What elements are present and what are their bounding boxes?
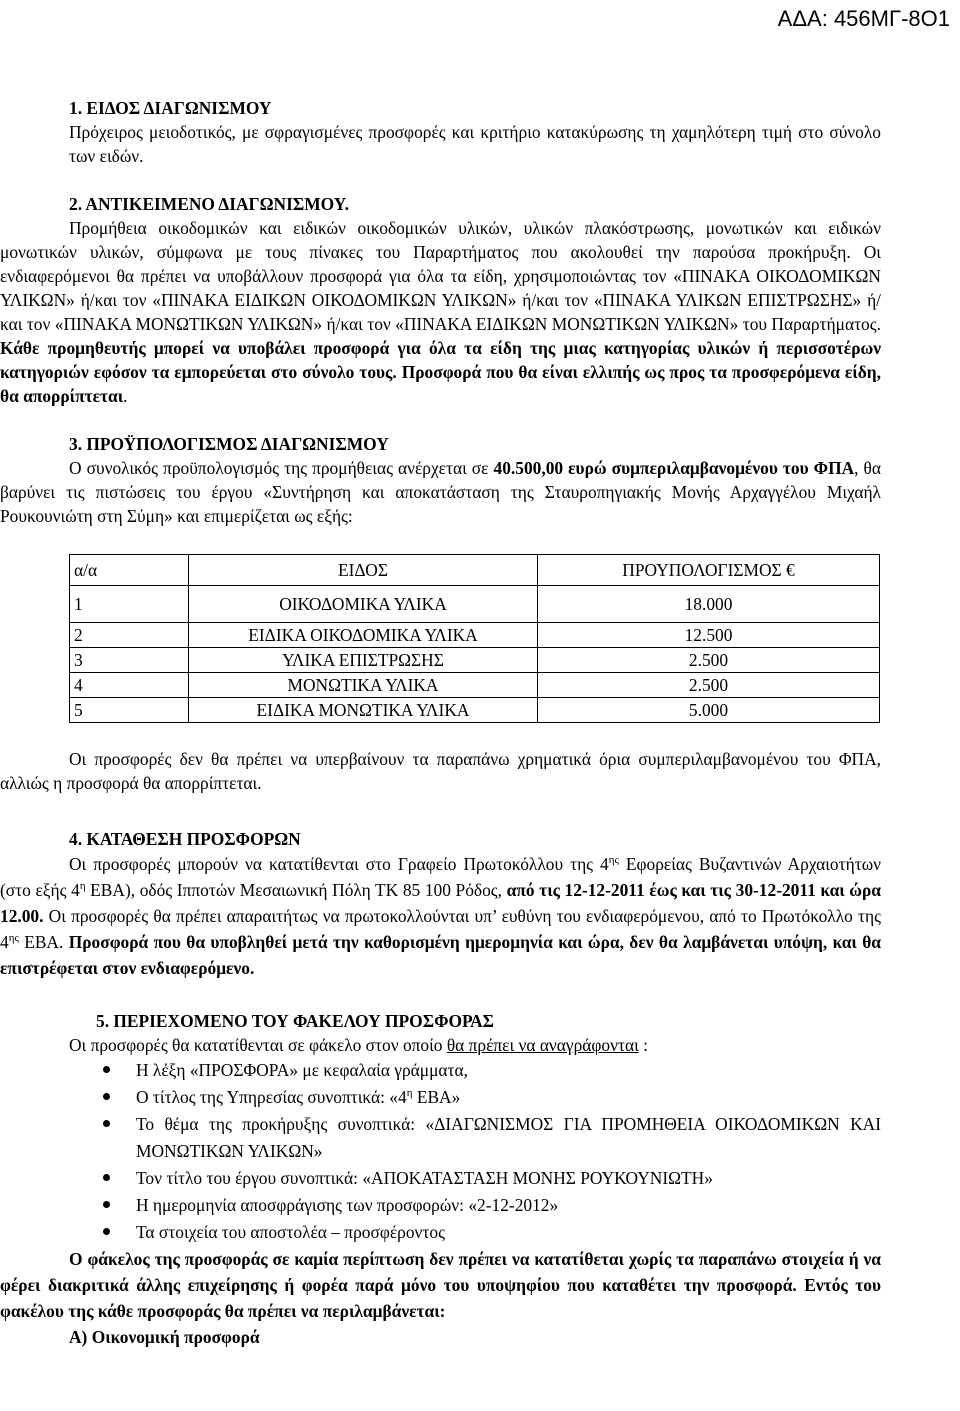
col-header-budget: ΠΡΟΥΠΟΛΟΓΙΣΜΟΣ € (538, 555, 880, 586)
section-1-title: 1. ΕΙΔΟΣ ΔΙΑΓΩΝΙΣΜΟΥ (69, 98, 272, 118)
s2-text-a: Προμήθεια οικοδομικών και ειδικών οικοδομικών υλικών, υλικών πλακόστρωσης, μονωτικών και ειδικών μονωτικών υλικών, σύμφωνα με τους πίνακες του Παραρτήματος που ακολουθεί την παρούσα προκήρυξη. (0, 218, 881, 262)
section-2-title: 2. ΑΝΤΙΚΕΙΜΕΝΟ ΔΙΑΓΩΝΙΣΜΟΥ. (69, 194, 350, 214)
table-row (70, 623, 880, 648)
table-row (70, 673, 880, 698)
ada-code: ΑΔΑ: 456ΜΓ-8Ο1 (777, 6, 950, 31)
list-item (0, 1165, 881, 1192)
cell-eidos: ΜΟΝΩΤΙΚΑ ΥΛΙΚΑ (189, 673, 538, 698)
s4-t1: Οι προσφορές μπορούν να κατατίθενται στο Γραφείο Πρωτοκόλλου της 4 (69, 854, 609, 874)
bullet-icon (103, 1228, 110, 1235)
s4-sup3: ης (8, 932, 19, 945)
s4-sup2: η (79, 880, 86, 893)
col-header-aa: α/α (70, 555, 189, 586)
section-1 (0, 96, 960, 120)
section-4-title: 4. ΚΑΤΑΘΕΣΗ ΠΡΟΣΦΟΡΩΝ (69, 829, 301, 849)
section-4 (0, 827, 960, 851)
cell-eidos: ΕΙΔΙΚΑ ΟΙΚΟΔΟΜΙΚΑ ΥΛΙΚΑ (189, 623, 538, 648)
bullet-icon (103, 1093, 110, 1100)
s5-intro-a: Οι προσφορές θα κατατίθενται σε φάκελο στον οποίο (69, 1035, 447, 1055)
section-5-sub (0, 1324, 960, 1350)
table-row (70, 586, 880, 623)
s4-t4: Οι προσφορές θα πρέπει απαραιτήτως να πρωτοκολλούνται υπ’ ευθύνη του ενδιαφερόμενου, από το Πρωτόκολλο της 4 (0, 906, 881, 952)
section-5-bold-para: Ο φάκελος της προσφοράς σε καμία περίπτωση δεν πρέπει να κατατίθεται χωρίς τα παραπάνω στοιχεία ή να φέρει διακριτικά άλλης επιχείρησης ή φορέα παρά μόνο του υποψηφίου που καταθέτει την προσφορά. Εντός του φακέλου της κάθε προσφοράς θα πρέπει να περιλαμβάνεται: (0, 1249, 881, 1321)
list-item (0, 1219, 881, 1246)
section-4-paragraph (0, 851, 881, 981)
section-5-bold-wrap (0, 1246, 960, 1324)
cell-eidos: ΥΛΙΚΑ ΕΠΙΣΤΡΩΣΗΣ (189, 648, 538, 673)
cell-aa: 2 (70, 623, 189, 648)
section-5-intro-text (69, 1033, 881, 1057)
cell-eidos: ΟΙΚΟΔΟΜΙΚΑ ΥΛΙΚΑ (189, 586, 538, 623)
cell-aa: 5 (70, 698, 189, 723)
section-1-text-span: Πρόχειρος μειοδοτικός, με σφραγισμένες προσφορές και κριτήριο κατακύρωσης τη χαμηλότερη τιμή στο σύνολο των ειδών. (69, 122, 881, 166)
col-header-eidos: ΕΙΔΟΣ (189, 555, 538, 586)
cell-amount: 5.000 (538, 698, 880, 723)
section-5-sub-a: Α) Οικονομική προσφορά (69, 1327, 260, 1347)
budget-table (69, 554, 880, 723)
s5-intro-underlined: θα πρέπει να αναγράφονται (446, 1035, 639, 1055)
section-3-title: 3. ΠΡΟΫΠΟΛΟΓΙΣΜΟΣ ΔΙΑΓΩΝΙΣΜΟΥ (69, 434, 389, 454)
s5-intro-b: : (638, 1035, 648, 1055)
s4-t2: Εφορείας Βυζαντινών Αρχαιοτήτων (στο εξής 4 (0, 854, 882, 900)
section-5-title: 5. ΠΕΡΙΕΧΟΜΕΝΟ ΤΟΥ ΦΑΚΕΛΟΥ ΠΡΟΣΦΟΡΑΣ (96, 1011, 495, 1031)
envelope-items-list (0, 1057, 960, 1246)
cell-aa: 4 (70, 673, 189, 698)
section-2-paragraph (0, 216, 881, 408)
s3-text-a: Ο συνολικός προϋπολογισμός της προμήθειας ανέρχεται σε (69, 458, 494, 478)
bullet-icon (103, 1066, 110, 1073)
cell-aa: 3 (70, 648, 189, 673)
cell-aa: 1 (70, 586, 189, 623)
section-2-body (0, 216, 960, 408)
section-3-body (0, 456, 960, 528)
s2-text-b: Οι ενδιαφερόμενοι θα πρέπει να υποβάλλουν προσφορά για όλα τα είδη, χρησιμοποιώντας τον «ΠΙΝΑΚΑ ΟΙΚΟΔΟΜΙΚΩΝ ΥΛΙΚΩΝ» ή/και τον «ΠΙΝΑΚΑ ΕΙΔΙΚΩΝ ΟΙΚΟΔΟΜΙΚΩΝ ΥΛΙΚΩΝ» ή/και τον «ΠΙΝΑΚΑ ΥΛΙΚΩΝ ΕΠΙΣΤΡΩΣΗΣ» ή/και τον «ΠΙΝΑΚΑ ΜΟΝΩΤΙΚΩΝ ΥΛΙΚΩΝ» ή/και τον «ΠΙΝΑΚΑ ΕΙΔΙΚΩΝ ΜΟΝΩΤΙΚΩΝ ΥΛΙΚΩΝ» του Παραρτήματος. (0, 242, 881, 334)
cell-amount: 12.500 (538, 623, 880, 648)
budget-table-header (70, 555, 880, 586)
s2-end: . (123, 386, 128, 406)
list-item-text: Τον τίτλο του έργου συνοπτικά: «ΑΠΟΚΑΤΑΣΤΑΣΗ ΜΟΝΗΣ ΡΟΥΚΟΥΝΙΩΤΗ» (136, 1168, 713, 1188)
section-2 (0, 192, 960, 216)
section-1-text (0, 120, 881, 168)
list-item-text: Η ημερομηνία αποσφράγισης των προσφορών: «2-12-2012» (136, 1195, 559, 1215)
cell-amount: 2.500 (538, 648, 880, 673)
document-body (0, 96, 960, 1350)
section-5-intro (0, 1033, 960, 1057)
list-item-sup: η (406, 1087, 413, 1100)
bullet-icon (103, 1174, 110, 1181)
s4-bold-dates: από τις 12-12-2011 έως και τις 30-12-2011 και ώρα 12.00. (0, 880, 881, 926)
section-5 (0, 1009, 960, 1033)
cell-eidos: ΕΙΔΙΚΑ ΜΟΝΩΤΙΚΑ ΥΛΙΚΑ (189, 698, 538, 723)
s3-text-b: , θα βαρύνει τις πιστώσεις του έργου «Συντήρηση και αποκατάσταση της Σταυροπηγιακής Μονής Αρχαγγέλου Μιχαήλ Ρουκουνιώτη στη Σύμη» και επιμερίζεται ως εξής: (0, 458, 881, 526)
s4-bold-late: Προσφορά που θα υποβληθεί μετά την καθορισμένη ημερομηνία και ώρα, δεν θα λαμβάνεται υπόψη, και θα επιστρέφεται στον ενδιαφερόμενο. (0, 932, 881, 978)
list-item (0, 1084, 881, 1111)
section-3-after-text: Οι προσφορές δεν θα πρέπει να υπερβαίνουν τα παραπάνω χρηματικά όρια συμπεριλαμβανομένου του ΦΠΑ, αλλιώς η προσφορά θα απορρίπτεται. (0, 749, 881, 793)
s4-t5: ΕΒΑ. (18, 932, 69, 952)
bullet-icon (103, 1201, 110, 1208)
cell-amount: 18.000 (538, 586, 880, 623)
table-row (70, 648, 880, 673)
table-row (70, 698, 880, 723)
list-item (0, 1192, 881, 1219)
s2-bold-2: Προσφορά που θα είναι ελλιπής ως προς τα προσφερόμενα είδη, θα απορρίπτεται (0, 362, 881, 406)
list-item-text: Τα στοιχεία του αποστολέα – προσφέροντος (136, 1222, 445, 1242)
section-3 (0, 432, 960, 456)
list-item-text: Ο τίτλος της Υπηρεσίας συνοπτικά: «4 (136, 1087, 407, 1107)
list-item (0, 1057, 881, 1084)
section-3-paragraph (0, 456, 881, 528)
s3-bold-amount: 40.500,00 ευρώ συμπεριλαμβανομένου του ΦΠΑ (493, 458, 855, 478)
s2-bold-1: Κάθε προμηθευτής μπορεί να υποβάλει προσφορά για όλα τα είδη της μιας κατηγορίας υλικών ή περισσοτέρων κατηγοριών εφόσον τα εμπορεύεται στο σύνολο τους. (0, 338, 881, 382)
cell-amount: 2.500 (538, 673, 880, 698)
list-item-text-end: ΕΒΑ» (412, 1087, 461, 1107)
list-item-text: Η λέξη «ΠΡΟΣΦΟΡΑ» με κεφαλαία γράμματα, (136, 1060, 468, 1080)
section-3-after (0, 747, 960, 795)
list-item (0, 1111, 881, 1165)
s4-t3: ΕΒΑ), οδός Ιπποτών Μεσαιωνική Πόλη ΤΚ 85 100 Ρόδος, (85, 880, 507, 900)
section-1-text-wrap (0, 120, 960, 168)
section-4-body (0, 851, 960, 981)
s4-sup1: ης (608, 854, 619, 867)
list-item-text: Το θέμα της προκήρυξης συνοπτικά: «ΔΙΑΓΩΝΙΣΜΟΣ ΓΙΑ ΠΡΟΜΗΘΕΙΑ ΟΙΚΟΔΟΜΙΚΩΝ ΚΑΙ ΜΟΝΩΤΙΚΩΝ ΥΛΙΚΩΝ» (136, 1114, 881, 1161)
bullet-icon (103, 1120, 110, 1127)
